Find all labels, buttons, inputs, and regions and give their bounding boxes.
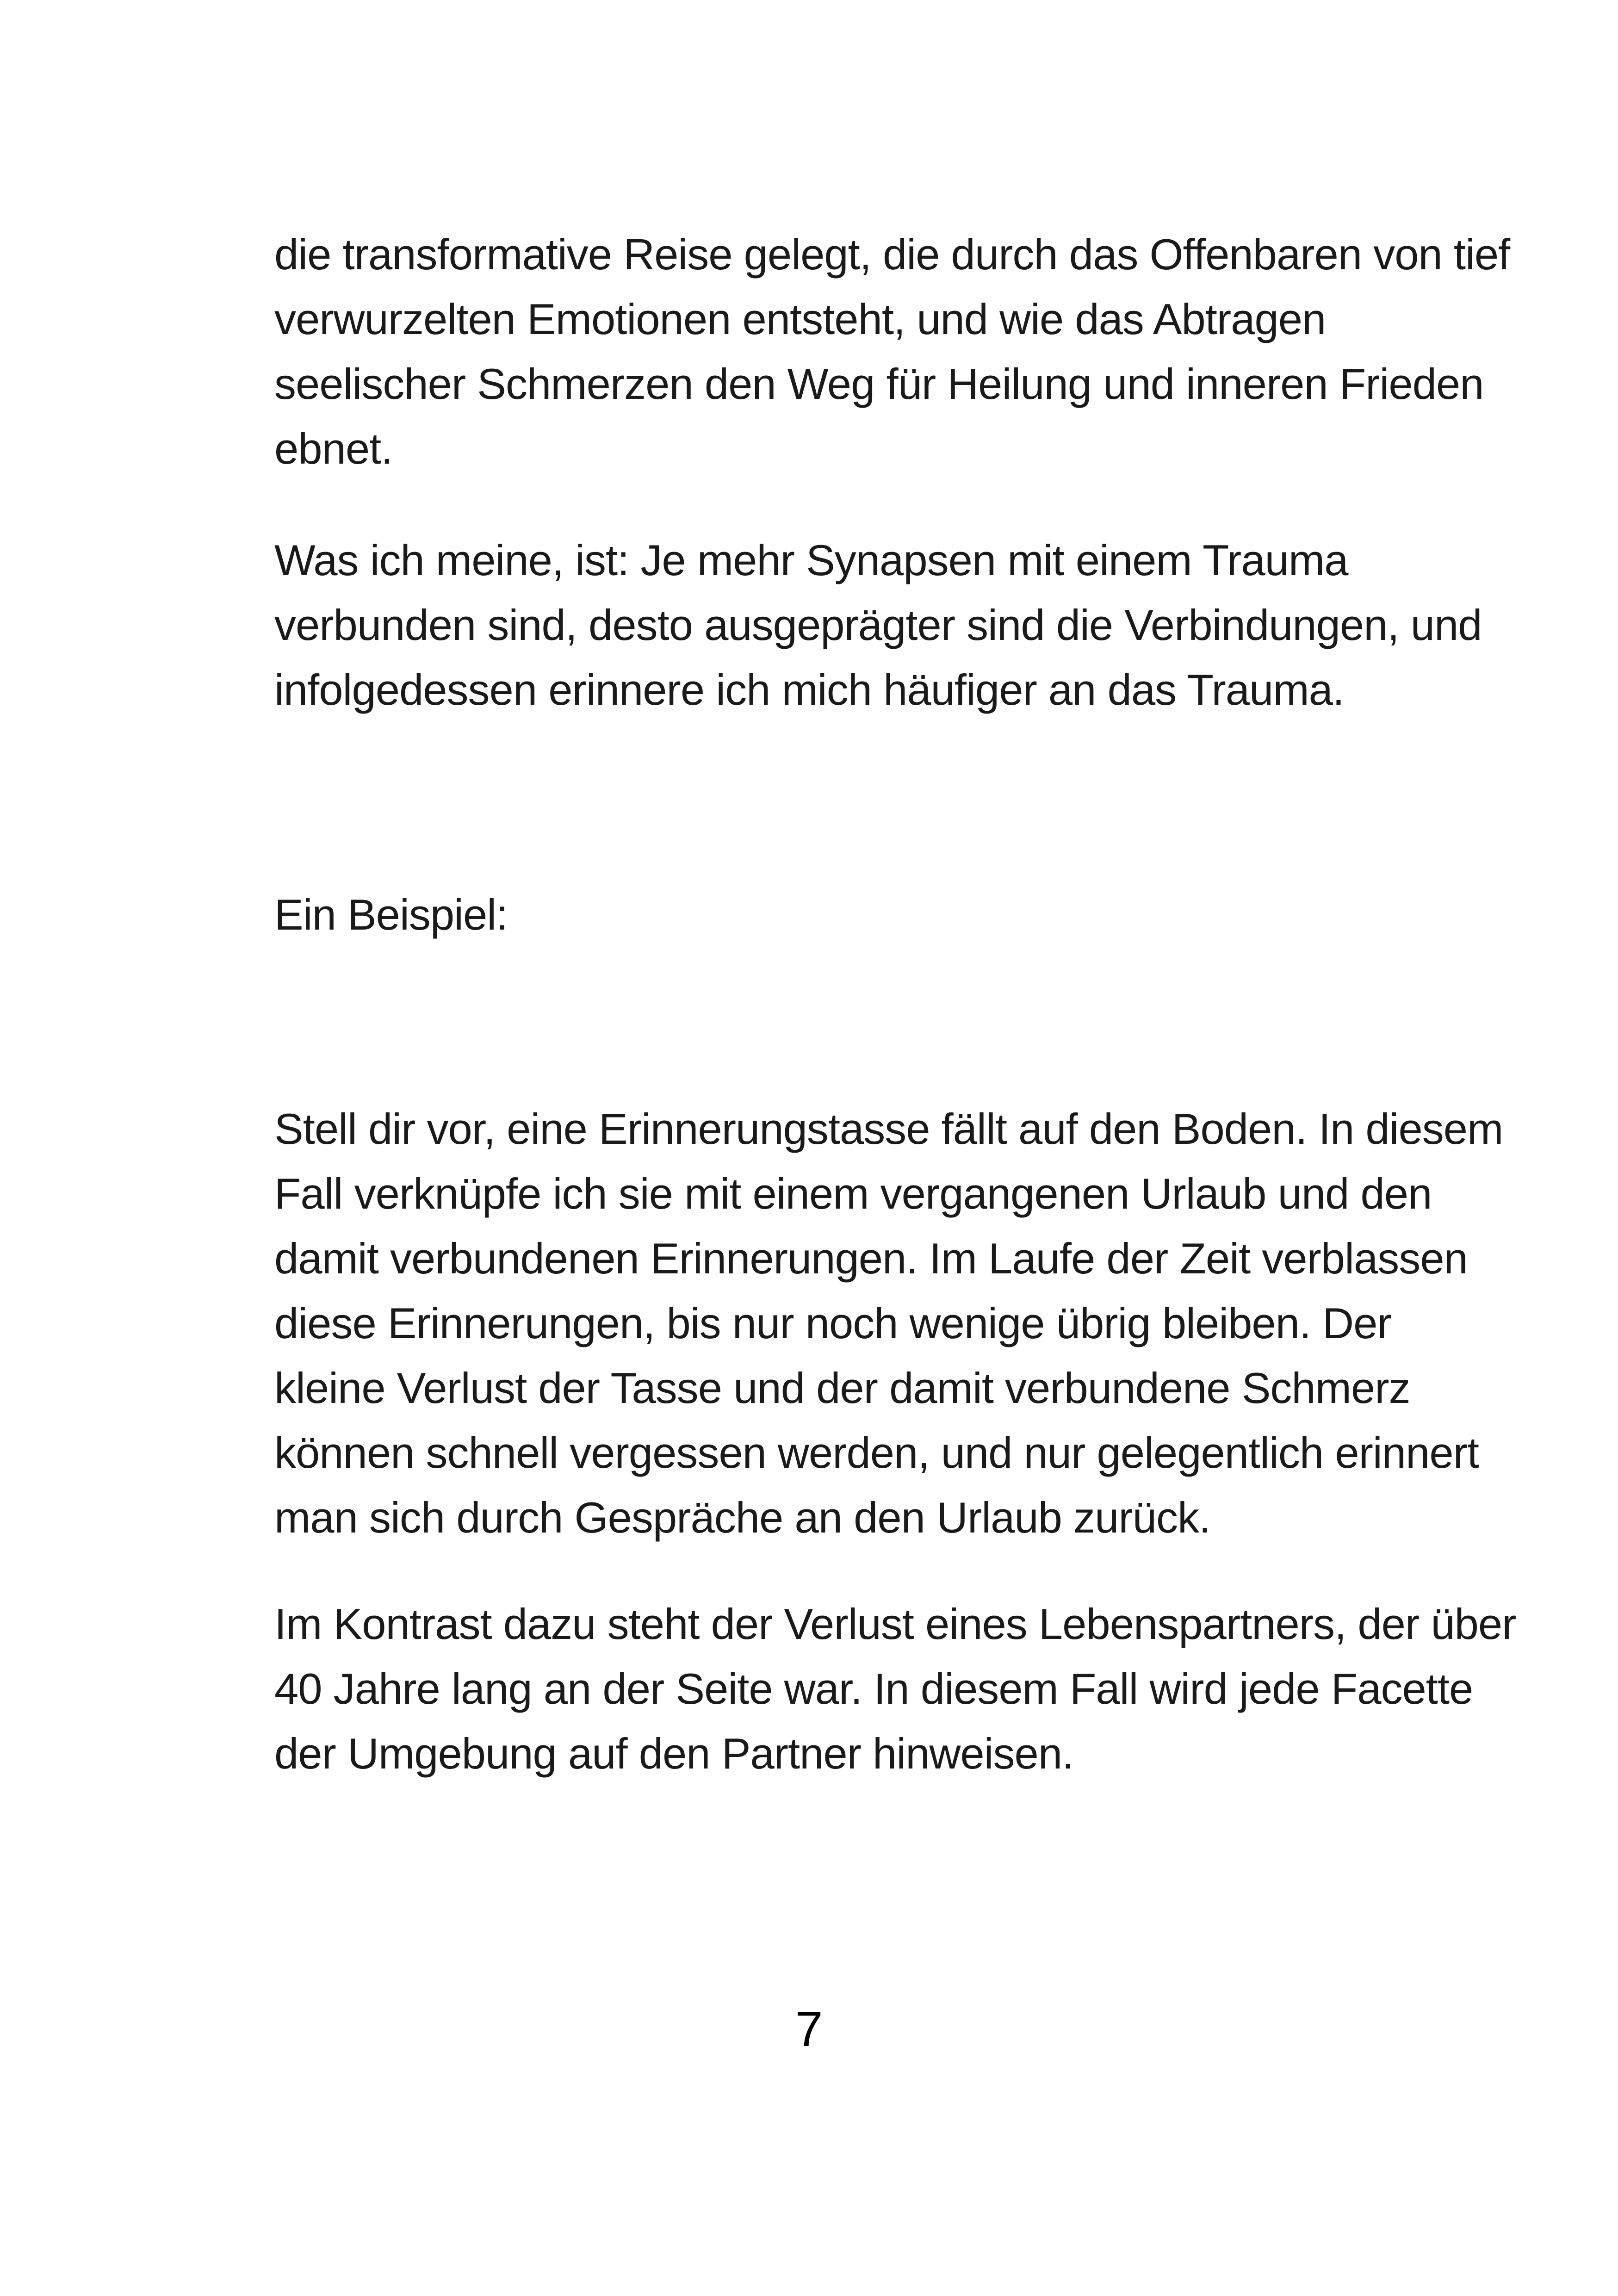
text-line: ebnet. (274, 424, 393, 473)
paragraph-5 (274, 1592, 1516, 1786)
text-line: man sich durch Gespräche an den Urlaub zurück. (274, 1493, 1211, 1542)
text-line: Was ich meine, ist: Je mehr Synapsen mit einem Trauma (274, 536, 1348, 584)
text-line: seelischer Schmerzen den Weg für Heilung und inneren Frieden (274, 360, 1484, 408)
text-line: der Umgebung auf den Partner hinweisen. (274, 1729, 1074, 1778)
text-line: damit verbundenen Erinnerungen. Im Laufe der Zeit verblassen (274, 1234, 1468, 1283)
paragraph-2 (274, 528, 1482, 722)
text-line: Stell dir vor, eine Erinnerungstasse fällt auf den Boden. In diesem (274, 1105, 1503, 1153)
text-line: können schnell vergessen werden, und nur gelegentlich erinnert (274, 1428, 1479, 1477)
paragraph-4 (274, 1097, 1503, 1550)
text-line: Ein Beispiel: (274, 890, 508, 939)
text-line: 40 Jahre lang an der Seite war. In diesem Fall wird jede Facette (274, 1664, 1473, 1713)
text-line: Im Kontrast dazu steht der Verlust eines Lebenspartners, der über (274, 1600, 1516, 1648)
text-line: die transformative Reise gelegt, die durch das Offenbaren von tief (274, 230, 1510, 279)
paragraph-1 (274, 222, 1510, 481)
text-line: Fall verknüpfe ich sie mit einem vergangenen Urlaub und den (274, 1169, 1432, 1218)
text-line: infolgedessen erinnere ich mich häufiger an das Trauma. (274, 665, 1345, 714)
page-number: 7 (795, 2001, 823, 2057)
text-line: verwurzelten Emotionen entsteht, und wie das Abtragen (274, 295, 1326, 343)
text-line: verbunden sind, desto ausgeprägter sind die Verbindungen, und (274, 601, 1482, 649)
paragraph-example-heading (274, 882, 508, 947)
text-line: diese Erinnerungen, bis nur noch wenige übrig bleiben. Der (274, 1299, 1391, 1347)
text-line: kleine Verlust der Tasse und der damit verbundene Schmerz (274, 1364, 1410, 1412)
